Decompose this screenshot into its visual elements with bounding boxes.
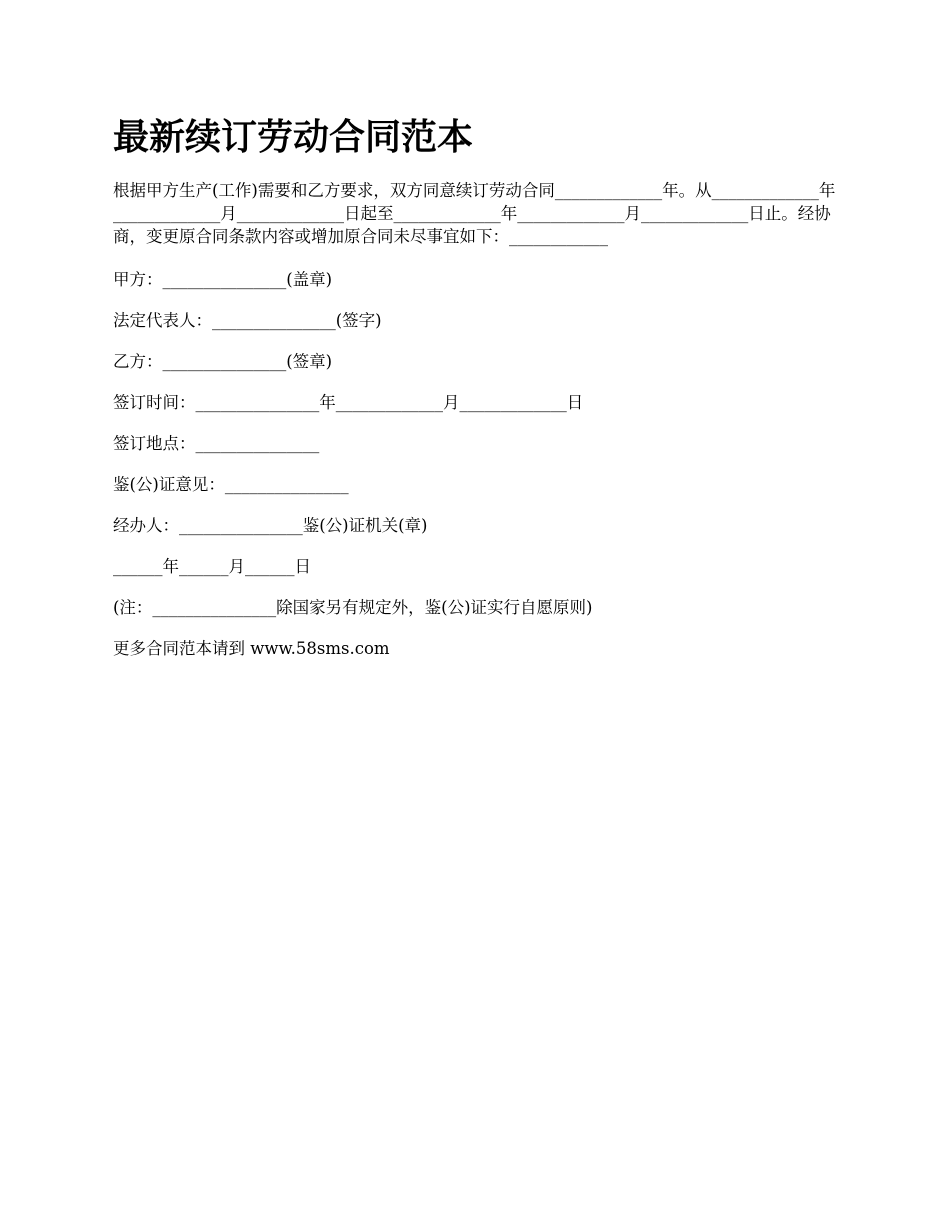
document-title: 最新续订劳动合同范本	[113, 116, 474, 158]
signing-place-line: 签订地点：_______________	[113, 434, 320, 453]
notary-opinion-line: 鉴(公)证意见：_______________	[113, 475, 349, 494]
document-page	[113, 112, 840, 660]
notary-date-line: ______年______月______日	[113, 557, 311, 576]
handler-line: 经办人：_______________鉴(公)证机关(章)	[113, 516, 428, 535]
party-b-line: 乙方：_______________(签章)	[113, 352, 333, 371]
intro-paragraph: 根据甲方生产(工作)需要和乙方要求，双方同意续订劳动合同_____________年。从_____________年_____________月_____________日起至_____________年_____________月_____________日止。经协商，变更原合同条款内容或增加原合同未尽事宜如下：____________	[113, 181, 836, 246]
legal-representative-line: 法定代表人：_______________(签字)	[113, 311, 382, 330]
party-a-line: 甲方：_______________(盖章)	[113, 270, 333, 289]
footer-link-line: 更多合同范本请到 www.58sms.com	[113, 639, 390, 658]
signing-date-line: 签订时间：_______________年_____________月_____________日	[113, 393, 584, 412]
note-line: (注：_______________除国家另有规定外，鉴(公)证实行自愿原则)	[113, 598, 593, 617]
